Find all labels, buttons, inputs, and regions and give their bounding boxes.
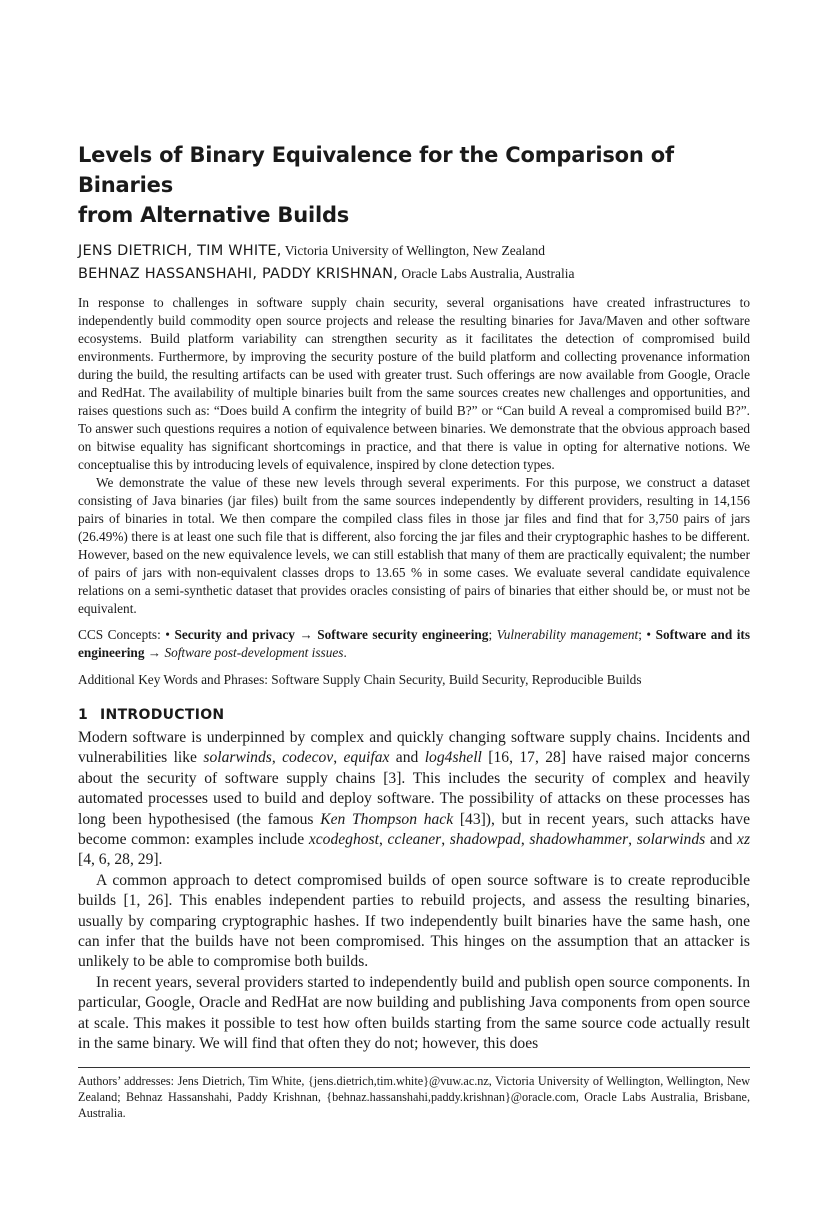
text-run: , <box>378 831 388 849</box>
section-title: INTRODUCTION <box>100 707 225 723</box>
ccs-concept: Software security engineering <box>317 627 489 642</box>
text-run: , <box>628 831 637 849</box>
text-run: and <box>389 749 425 767</box>
italic-term: shadowhammer <box>529 831 629 849</box>
italic-term: shadowpad <box>449 831 521 849</box>
author-line <box>78 240 750 263</box>
title-line-1: Levels of Binary Equivalence for the Comparison of Binaries <box>78 143 674 197</box>
text-run: , <box>441 831 450 849</box>
ccs-concept: Software and its engineering <box>78 627 750 660</box>
italic-term: ccleaner <box>387 831 442 849</box>
author-addresses-footnote: Authors’ addresses: Jens Dietrich, Tim White, {jens.dietrich,tim.white}@vuw.ac.nz, Victoria University of Wellington, Wellington, New Zealand; Behnaz Hassanshahi, Paddy Krishnan, {behnaz.hassanshahi,paddy.krishnan}@oracle.com, Oracle Labs Australia, Brisbane, Australia. <box>78 1074 750 1120</box>
ccs-separator: ; <box>488 627 497 642</box>
section-number: 1 <box>78 707 89 723</box>
text-run: , <box>333 749 344 767</box>
text-run: , <box>271 749 283 767</box>
paper-title <box>78 140 750 230</box>
author-line <box>78 263 750 286</box>
italic-term: codecov <box>282 749 334 767</box>
italic-term: Ken Thompson hack <box>320 810 454 828</box>
italic-term: log4shell <box>424 749 482 767</box>
text-run: Modern software is underpinned by complex and quickly changing software supply chains. Incidents and vulnerabilities like <box>78 729 750 767</box>
author-affiliation: Victoria University of Wellington, New Zealand <box>281 243 545 258</box>
ccs-bullet: • <box>165 627 175 642</box>
author-names: JENS DIETRICH, TIM WHITE, <box>78 243 282 259</box>
ccs-end: . <box>343 645 347 660</box>
section-heading <box>78 705 750 725</box>
ccs-arrow: → <box>294 627 318 642</box>
footnote-divider <box>78 1067 750 1068</box>
ccs-label: CCS Concepts: <box>78 627 166 642</box>
paper-page <box>78 140 750 1055</box>
abstract-paragraph: In response to challenges in software supply chain security, several organisations have created infrastructures to independently build commodity open source projects and release the resulting binaries for Java/Maven and other software ecosystems. Build platform variability can strengthen security as it facilitates the detection of compromised build environments. Furthermore, by improving the security posture of the build platform and collecting provenance information during the build, the resulting artifacts can be used with greater trust. Such offerings are now available from Google, Oracle and RedHat. The availability of multiple binaries built from the same sources creates new challenges and opportunities, and raises questions such as: “Does build A confirm the integrity of build B?” or “Can build A reveal a compromised build B?”. To answer such questions requires a notion of equivalence between binaries. We demonstrate that the obvious approach based on bitwise equality has significant shortcomings in practice, and that there is value in opting for alternative notions. We conceptualise this by introducing levels of equivalence, inspired by clone detection types. <box>78 295 750 472</box>
italic-term: xz <box>737 831 751 849</box>
body-paragraph: In recent years, several providers started to independently build and publish open source components. In particular, Google, Oracle and RedHat are now building and publishing Java components from open source at scale. This makes it possible to test how often builds starting from the same source code actually result in the same binary. We will find that often they do not; however, this does <box>78 973 750 1053</box>
text-run: , <box>520 831 530 849</box>
ccs-concept: Security and privacy <box>174 627 295 642</box>
body-paragraph <box>78 728 750 871</box>
italic-term: solarwinds <box>203 749 272 767</box>
abstract-paragraph: We demonstrate the value of these new levels through several experiments. For this purpose, we construct a dataset consisting of Java binaries (jar files) built from the same sources independently by different providers, resulting in 14,156 pairs of binaries in total. We then compare the compiled class files in those jar files and find that for 3,750 pairs of jars (26.49%) there is at least one such file that is different, also forcing the jar files and their cryptographic hashes to be different. However, based on the new equivalence levels, we can still establish that many of them are practically equivalent; the number of pairs of jars with non-equivalent classes drops to 13.65 % in some cases. We evaluate several candidate equivalence relations on a semi-synthetic dataset that provides oracles consisting of pairs of binaries that either should be, or must not be equivalent. <box>78 475 750 616</box>
abstract <box>78 294 750 618</box>
author-block <box>78 240 750 286</box>
title-line-2: from Alternative Builds <box>78 203 350 227</box>
introduction-body <box>78 728 750 1055</box>
text-run: [43]), but in recent years, such attacks have become common: examples include <box>78 810 751 849</box>
author-names: BEHNAZ HASSANSHAHI, PADDY KRISHNAN, <box>78 266 398 282</box>
text-run: [16, 17, 28] have raised major concerns about the security of software supply chains [3]. This includes the security of complex and heavily automated processes used to build and deploy software. The possibility of attacks on these processes has long been hypothesised (the famous <box>78 749 751 828</box>
italic-term: xcodeghost <box>308 831 379 849</box>
text-run: [4, 6, 28, 29]. <box>78 851 163 869</box>
ccs-arrow: → <box>144 645 165 660</box>
italic-term: solarwinds <box>636 831 706 849</box>
ccs-separator: ; • <box>638 627 656 642</box>
ccs-concept: Vulnerability management <box>496 627 639 642</box>
italic-term: equifax <box>343 749 390 767</box>
ccs-concept: Software post-development issues <box>164 645 344 660</box>
author-affiliation: Oracle Labs Australia, Australia <box>397 266 575 281</box>
body-paragraph: A common approach to detect compromised builds of open source software is to create reproducible builds [1, 26]. This enables independent parties to rebuild projects, and assess the resulting binaries, usually by comparing cryptographic hashes. If two independently built binaries have the same hash, one can infer that the builds have not been compromised. This hinges on the assumption that an attacker is unlikely to be able to compromise both builds. <box>78 871 750 971</box>
keywords: Additional Key Words and Phrases: Software Supply Chain Security, Build Security, Reproducible Builds <box>78 672 642 687</box>
text-run: and <box>705 831 738 849</box>
ccs-concepts <box>78 626 750 662</box>
